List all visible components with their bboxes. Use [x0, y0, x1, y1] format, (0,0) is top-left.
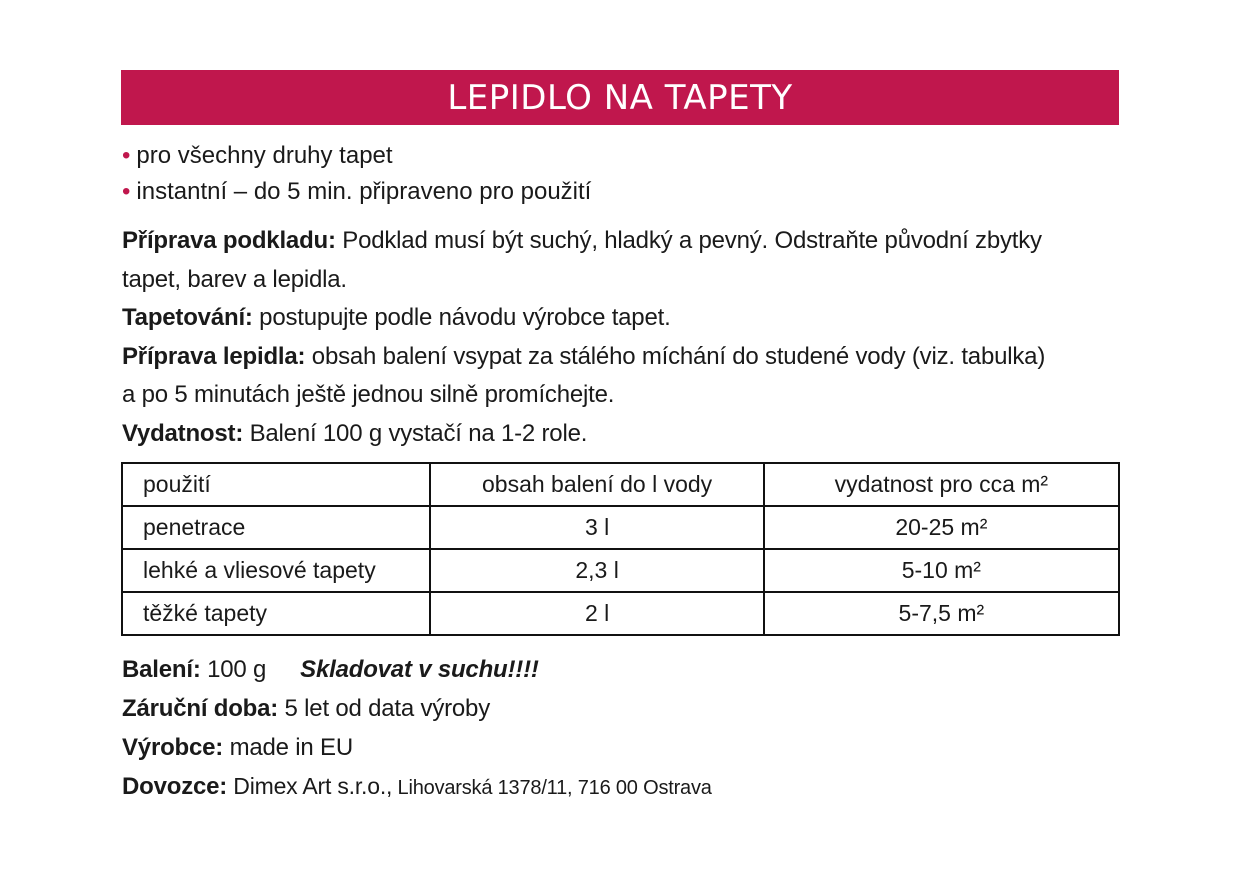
instructions — [122, 222, 1122, 453]
table-row — [122, 549, 1119, 592]
usage-cell: těžké tapety — [122, 592, 430, 635]
mixing-table — [121, 462, 1120, 636]
yield-cell: 5-10 m² — [764, 549, 1119, 592]
water-cell: 2 l — [430, 592, 763, 635]
list-item — [122, 138, 591, 174]
storage-note: Skladovat v suchu!!!! — [300, 656, 539, 683]
importer-line — [122, 767, 1122, 808]
yield-paragraph — [122, 415, 1122, 454]
column-header-yield: vydatnost pro cca m² — [764, 463, 1119, 506]
section-text: Balení 100 g vystačí na 1-2 role. — [243, 419, 588, 447]
column-header-usage: použití — [122, 463, 430, 506]
manufacturer-label: Výrobce: — [122, 734, 224, 761]
section-label: Příprava podkladu: — [122, 227, 336, 254]
usage-cell: penetrace — [122, 506, 430, 549]
manufacturer-value: made in EU — [223, 734, 353, 761]
packaging-line — [122, 650, 1122, 689]
water-cell: 2,3 l — [430, 549, 763, 592]
water-cell: 3 l — [430, 506, 763, 549]
table-row — [122, 592, 1119, 635]
title-banner — [121, 70, 1119, 125]
importer-name: Dimex Art s.r.o., — [227, 773, 393, 799]
page-title: LEPIDLO NA TAPETY — [447, 77, 793, 118]
product-info — [122, 650, 1122, 808]
bullet-icon: • — [122, 178, 131, 205]
section-text: postupujte podle návodu výrobce tapet. — [252, 304, 671, 331]
packaging-value: 100 g — [200, 656, 267, 683]
section-text: a po 5 minutách ještě jednou silně promíchejte. — [122, 381, 615, 408]
section-text: Podklad musí být suchý, hladký a pevný. Odstraňte původní zbytky — [335, 227, 1042, 254]
table-header-row — [122, 463, 1119, 506]
warranty-label: Záruční doba: — [122, 695, 279, 722]
feature-text: instantní – do 5 min. připraveno pro použití — [136, 178, 592, 205]
glue-prep-continuation — [122, 376, 1122, 415]
section-label: Příprava lepidla: — [122, 342, 306, 370]
glue-prep-paragraph — [122, 338, 1122, 377]
feature-list — [122, 138, 591, 210]
importer-label: Dovozce: — [122, 773, 228, 800]
bullet-icon: • — [122, 142, 131, 169]
warranty-value: 5 let od data výroby — [278, 695, 491, 722]
section-label: Tapetování: — [122, 304, 253, 331]
usage-cell: lehké a vliesové tapety — [122, 549, 430, 592]
warranty-line — [122, 689, 1122, 728]
wallpapering-paragraph — [122, 299, 1122, 338]
section-text: tapet, barev a lepidla. — [122, 265, 347, 293]
manufacturer-line — [122, 728, 1122, 767]
packaging-label: Balení: — [122, 656, 201, 683]
yield-cell: 20-25 m² — [764, 506, 1119, 549]
column-header-water: obsah balení do l vody — [430, 463, 763, 506]
table-row — [122, 506, 1119, 549]
importer-address: Lihovarská 1378/11, 716 00 Ostrava — [392, 777, 712, 799]
section-label: Vydatnost: — [122, 419, 244, 447]
surface-prep-continuation — [122, 261, 1122, 300]
surface-prep-paragraph — [122, 222, 1122, 261]
yield-cell: 5-7,5 m² — [764, 592, 1119, 635]
section-text: obsah balení vsypat za stálého míchání do studené vody (viz. tabulka) — [305, 342, 1046, 370]
feature-text: pro všechny druhy tapet — [136, 142, 393, 169]
list-item — [122, 174, 591, 210]
